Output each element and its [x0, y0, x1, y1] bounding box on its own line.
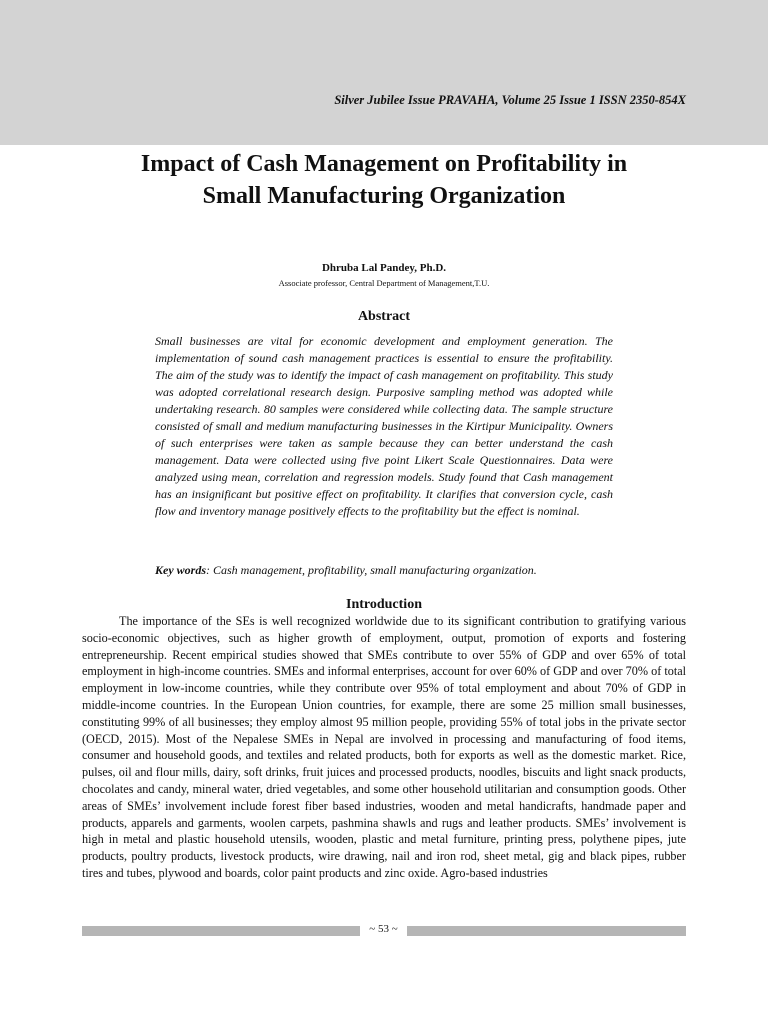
abstract-heading: Abstract [357, 309, 411, 324]
footer-bar-left [82, 926, 360, 936]
article-title: Impact of Cash Management on Profitability in Small Manufacturing Organization [140, 151, 628, 209]
keywords-label: Key words [155, 563, 206, 577]
page-number: ~ 53 ~ [369, 923, 398, 935]
journal-issue-line: Silver Jubilee Issue PRAVAHA, Volume 25 Issue 1 ISSN 2350-854X [334, 93, 686, 107]
introduction-heading: Introduction [346, 597, 422, 612]
author-affiliation: Associate professor, Central Department of Management,T.U. [278, 278, 490, 288]
introduction-body: The importance of the SEs is well recognized worldwide due to its significant contribution to gratifying various socio-economic objectives, such as higher growth of employment, output, promotion of exports and fostering entrepreneurship. Recent empirical studies showed that SMEs contribute to over 55% of GDP and over 65% of total employment in high-income countries. SMEs and informal enterprises, account for over 60% of GDP and over 70% of total employment in low-income countries, while they contribute over 95% of total employment and about 70% of GDP in middle-income countries. In the European Union countries, for example, there are some 25 million small businesses, constituting 99% of all businesses; they employ almost 95 million people, providing 55% of total jobs in the private sector (OECD, 2015). Most of the Nepalese SMEs in Nepal are involved in processing and manufacturing of food items, consumer and household goods, and textiles and related products, both for exports as well as the domestic market. Rice, pulses, oil and flour mills, dairy, soft drinks, fruit juices and processed products, noodles, biscuits and light snack products, chocolates and candy, mineral water, dried vegetables, and some other household utilitarian and consumption goods. Other areas of SMEs’ involvement include forest fiber based industries, wooden and metal handicrafts, handmade paper and products, apparels and garments, woolen carpets, pashmina shawls and rugs and leather products. SMEs’ involvement is high in metal and plastic household utensils, wooden, plastic and metal furniture, printing press, polythene pipes, jute products, poultry products, livestock products, wire drawing, nail and iron rod, sheet metal, gig and black pipes, rubber tires and tubes, plywood and boards, color paint products and zinc oxide. Agro-based industries [82, 614, 686, 880]
keywords-text: : Cash management, profitability, small manufacturing organization. [206, 563, 537, 577]
footer-bar-right [407, 926, 686, 936]
header-band [0, 0, 768, 145]
abstract-body: Small businesses are vital for economic development and employment generation. The implementation of sound cash management practices is essential to ensure the profitability. The aim of the study was to identify the impact of cash management on profitability. This study was adopted correlational research design. Purposive sampling method was adopted while undertaking research. 80 samples were considered while collecting data. The sample structure consisted of small and medium manufacturing businesses in the Kirtipur Municipality. Owners of such enterprises were taken as sample because they can better understand the cash management. Data were collected using five point Likert Scale Questionnaires. Data were analyzed using mean, correlation and regression models. Study found that Cash management has an insignificant but positive effect on profitability. It clarifies that conversion cycle, cash flow and inventory manage positively effects to the profitability but the effect is nominal. [155, 334, 613, 518]
keywords-line [155, 562, 615, 579]
author-name: Dhruba Lal Pandey, Ph.D. [321, 262, 447, 274]
